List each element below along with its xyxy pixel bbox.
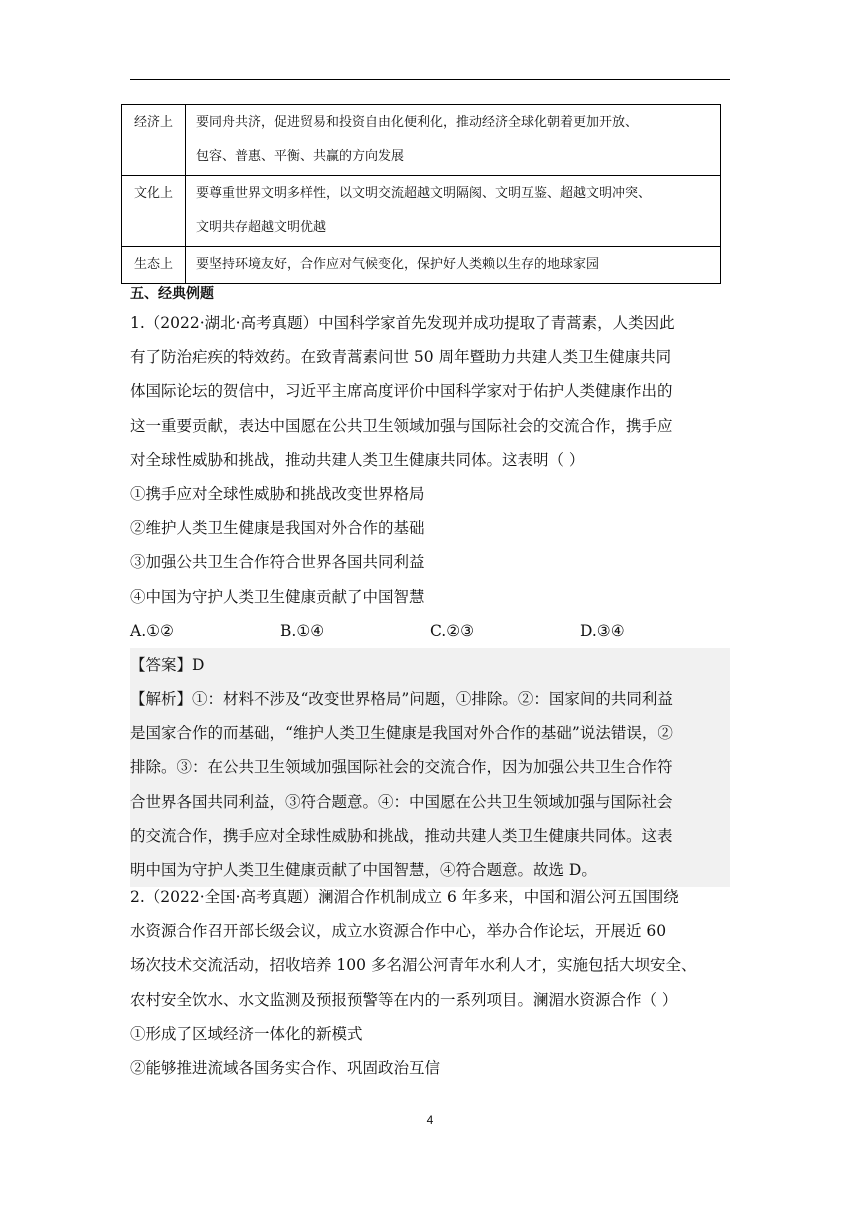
row-label: 经济上 xyxy=(122,105,186,176)
choice-statement: ④中国为守护人类卫生健康贡献了中国智慧 xyxy=(130,587,425,606)
table-row xyxy=(122,105,721,176)
question-stem-line: 有了防治疟疾的特效药。在致青蒿素问世 50 周年暨助力共建人类卫生健康共同 xyxy=(130,348,672,367)
question-stem-line: 1.（2022·湖北·高考真题）中国科学家首先发现并成功提取了青蒿素，人类因此 xyxy=(130,314,675,332)
question-2 xyxy=(130,880,730,1085)
row-label: 生态上 xyxy=(122,247,186,284)
option-d: D.③④ xyxy=(580,621,625,640)
row-line: 文明共存超越文明优越 xyxy=(196,220,327,235)
question-1 xyxy=(130,306,730,887)
option-a: A.①② xyxy=(130,621,174,640)
table-row xyxy=(122,247,721,284)
answer-options xyxy=(130,614,730,648)
page-number: 4 xyxy=(426,1113,434,1127)
row-content xyxy=(186,176,721,247)
table-row xyxy=(122,176,721,247)
row-line: 要坚持环境友好，合作应对气候变化，保护好人类赖以生存的地球家园 xyxy=(196,257,600,272)
row-line: 要尊重世界文明多样性，以文明交流超越文明隔阂、文明互鉴、超越文明冲突、 xyxy=(196,186,652,201)
answer-line: 【答案】D xyxy=(130,655,205,674)
analysis-line: 排除。③：在公共卫生领域加强国际社会的交流合作，因为加强公共卫生合作符 xyxy=(130,758,673,777)
row-line: 要同舟共济，促进贸易和投资自由化便利化，推动经济全球化朝着更加开放、 xyxy=(196,115,639,130)
choice-statement: ②能够推进流域各国务实合作、巩固政治互信 xyxy=(130,1058,441,1077)
header-rule xyxy=(130,79,730,80)
choice-statement: ②维护人类卫生健康是我国对外合作的基础 xyxy=(130,519,425,538)
question-stem-line: 水资源合作召开部长级会议，成立水资源合作中心，举办合作论坛，开展近 60 xyxy=(130,922,667,941)
question-stem-line: 农村安全饮水、水文监测及预报预警等在内的一系列项目。澜湄水资源合作（ ） xyxy=(130,990,678,1009)
row-label: 文化上 xyxy=(122,176,186,247)
question-stem-line: 这一重要贡献，表达中国愿在公共卫生领域加强与国际社会的交流合作，携手应 xyxy=(130,416,673,435)
analysis-line: 明中国为守护人类卫生健康贡献了中国智慧，④符合题意。故选 D。 xyxy=(130,861,597,879)
question-stem-line: 2.（2022·全国·高考真题）澜湄合作机制成立 6 年多来，中国和湄公河五国围绕 xyxy=(130,888,679,906)
choice-statement: ①携手应对全球性威胁和挑战改变世界格局 xyxy=(130,484,425,503)
row-line: 包容、普惠、平衡、共赢的方向发展 xyxy=(196,149,405,164)
analysis-line: 合世界各国共同利益，③符合题意。④：中国愿在公共卫生领域加强与国际社会 xyxy=(130,792,673,811)
analysis-line: 的交流合作，携手应对全球性威胁和挑战，推动共建人类卫生健康共同体。这表 xyxy=(130,826,673,845)
analysis-line: 【解析】①：材料不涉及“改变世界格局”问题，①排除。②：国家间的共同利益 xyxy=(130,690,673,709)
question-stem-line: 体国际论坛的贺信中，习近平主席高度评价中国科学家对于佑护人类健康作出的 xyxy=(130,382,673,401)
section-title: 五、经典例题 xyxy=(130,286,214,302)
question-stem-line: 场次技术交流活动，招收培养 100 多名湄公河青年水利人才，实施包括大坝安全、 xyxy=(130,956,697,975)
row-content xyxy=(186,105,721,176)
option-b: B.①④ xyxy=(280,621,325,640)
question-stem-line: 对全球性威胁和挑战，推动共建人类卫生健康共同体。这表明（ ） xyxy=(130,450,585,469)
option-c: C.②③ xyxy=(430,621,475,640)
row-content xyxy=(186,247,721,284)
cooperation-table xyxy=(121,104,721,284)
answer-explanation-block xyxy=(130,648,730,887)
choice-statement: ③加强公共卫生合作符合世界各国共同利益 xyxy=(130,553,425,572)
choice-statement: ①形成了区域经济一体化的新模式 xyxy=(130,1024,363,1043)
analysis-line: 是国家合作的而基础，“维护人类卫生健康是我国对外合作的基础”说法错误，② xyxy=(130,724,673,743)
